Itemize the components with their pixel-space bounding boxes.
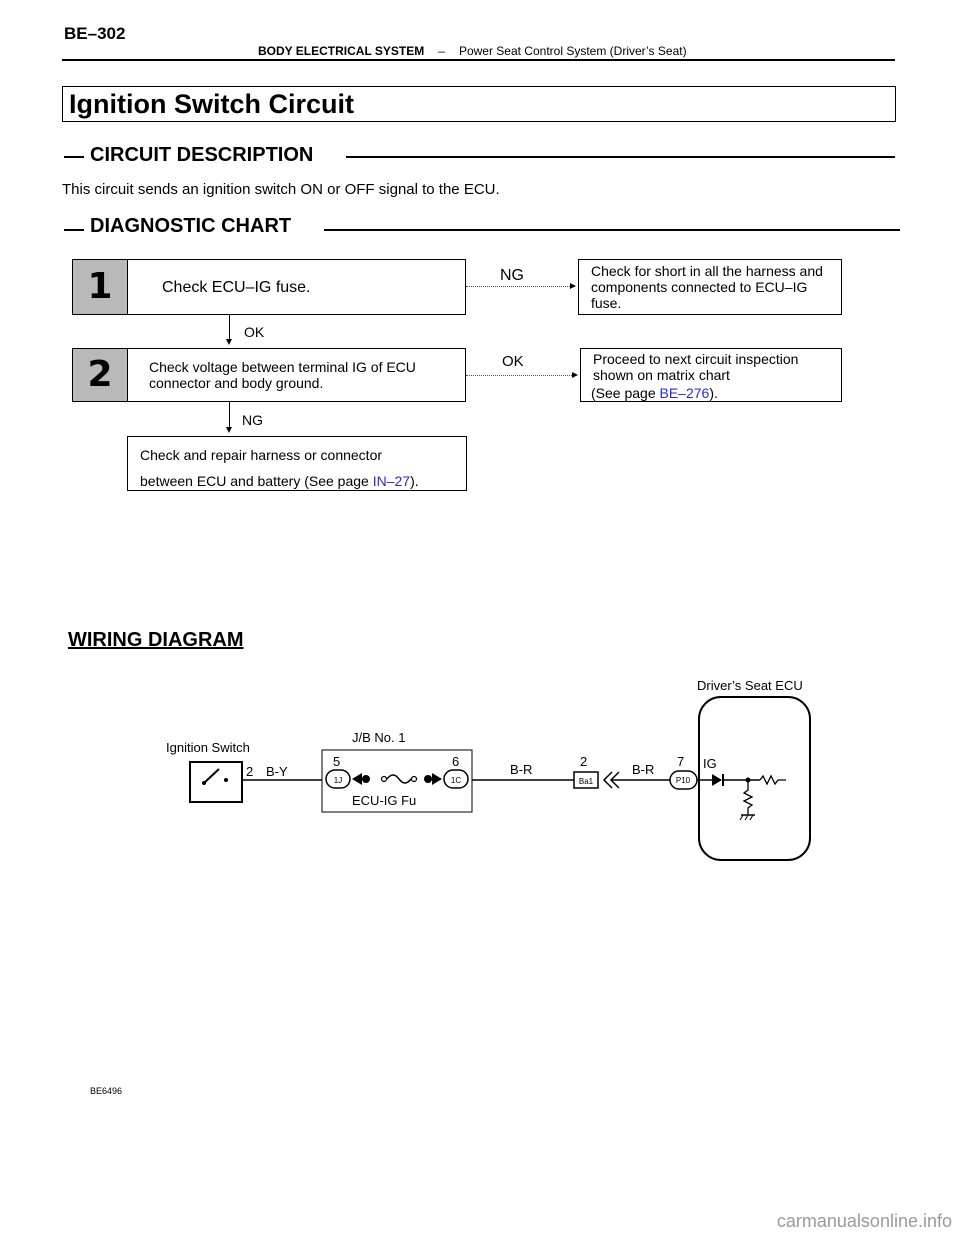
ecu-title: Driver’s Seat ECU — [697, 678, 803, 693]
ignition-switch-label: Ignition Switch — [166, 740, 250, 755]
step-1-ng-result-text: Check for short in all the harness and components connected to ECU–IG fuse. — [591, 263, 823, 311]
ign-pin-label: 2 — [246, 764, 254, 779]
ref-suffix: ). — [709, 385, 718, 401]
terminal-dot — [424, 775, 432, 783]
step-2-ok-result-line1: Proceed to next circuit inspection shown on matrix chart — [593, 351, 799, 383]
step-1-text: Check ECU–IG fuse. — [162, 279, 311, 296]
step-1-ok-label: OK — [244, 324, 265, 340]
pin-2-label: 2 — [580, 754, 588, 769]
ref-suffix: ). — [410, 473, 419, 489]
connector-arrow — [352, 773, 362, 785]
connector-p10-label: P10 — [675, 776, 691, 785]
fuse-terminal — [382, 777, 387, 782]
connector-1j-label: 1J — [333, 776, 343, 785]
fuse-terminal — [412, 777, 417, 782]
ecu-ig-label: IG — [703, 756, 717, 771]
wire-b-y-label: B-Y — [266, 764, 288, 779]
wiring-diagram-heading: WIRING DIAGRAM — [68, 629, 244, 651]
page-link-in27[interactable]: IN–27 — [372, 473, 411, 489]
header-separator: – — [438, 44, 445, 58]
step-2-ok-label: OK — [502, 353, 524, 370]
terminal-dot — [362, 775, 370, 783]
watermark: carmanualsonline.info — [776, 1211, 952, 1231]
repair-line1: Check and repair harness or connector — [140, 447, 383, 463]
ignition-switch-box — [190, 762, 242, 802]
step-1-ng-label: NG — [500, 267, 524, 284]
step-number-2: 2 — [72, 348, 128, 402]
fuse-element — [387, 775, 411, 783]
step-2-ng-label: NG — [242, 412, 263, 428]
diagnostic-chart-heading: DIAGNOSTIC CHART — [90, 215, 292, 237]
diode-icon — [712, 774, 722, 786]
switch-blade — [204, 769, 219, 783]
page-title: Ignition Switch Circuit — [62, 86, 896, 122]
junction-dot — [746, 778, 751, 783]
circuit-description-heading: CIRCUIT DESCRIPTION — [90, 144, 314, 166]
resistor-icon — [760, 776, 786, 784]
header-subsection: Power Seat Control System (Driver’s Seat) — [458, 44, 687, 58]
page-id: BE–302 — [64, 24, 126, 43]
jb-title: J/B No. 1 — [352, 730, 406, 745]
step-number-1: 1 — [72, 259, 128, 315]
connector-ba1-label: Ba1 — [578, 777, 594, 786]
fuse-label: ECU-IG Fu — [352, 793, 417, 808]
header-section: BODY ELECTRICAL SYSTEM — [258, 44, 425, 58]
page-link-be276[interactable]: BE–276 — [659, 385, 710, 401]
ref-prefix: (See page — [591, 385, 660, 401]
resistor-icon — [744, 782, 752, 814]
wire-b-r-label: B-R — [632, 762, 655, 777]
pin-7-label: 7 — [677, 754, 685, 769]
switch-contact — [224, 778, 228, 782]
ref-prefix: between ECU and battery (See page — [140, 473, 373, 489]
figure-code: BE6496 — [90, 1086, 123, 1096]
step-2-text: Check voltage between terminal IG of ECU connector and body ground. — [149, 359, 416, 391]
circuit-description-text: This circuit sends an ignition switch ON or OFF signal to the ECU. — [62, 181, 500, 198]
pin-5-label: 5 — [333, 754, 341, 769]
pin-6-label: 6 — [452, 754, 460, 769]
connector-arrow — [432, 773, 442, 785]
connector-1c-label: 1C — [450, 776, 462, 785]
wire-b-r-label: B-R — [510, 762, 533, 777]
